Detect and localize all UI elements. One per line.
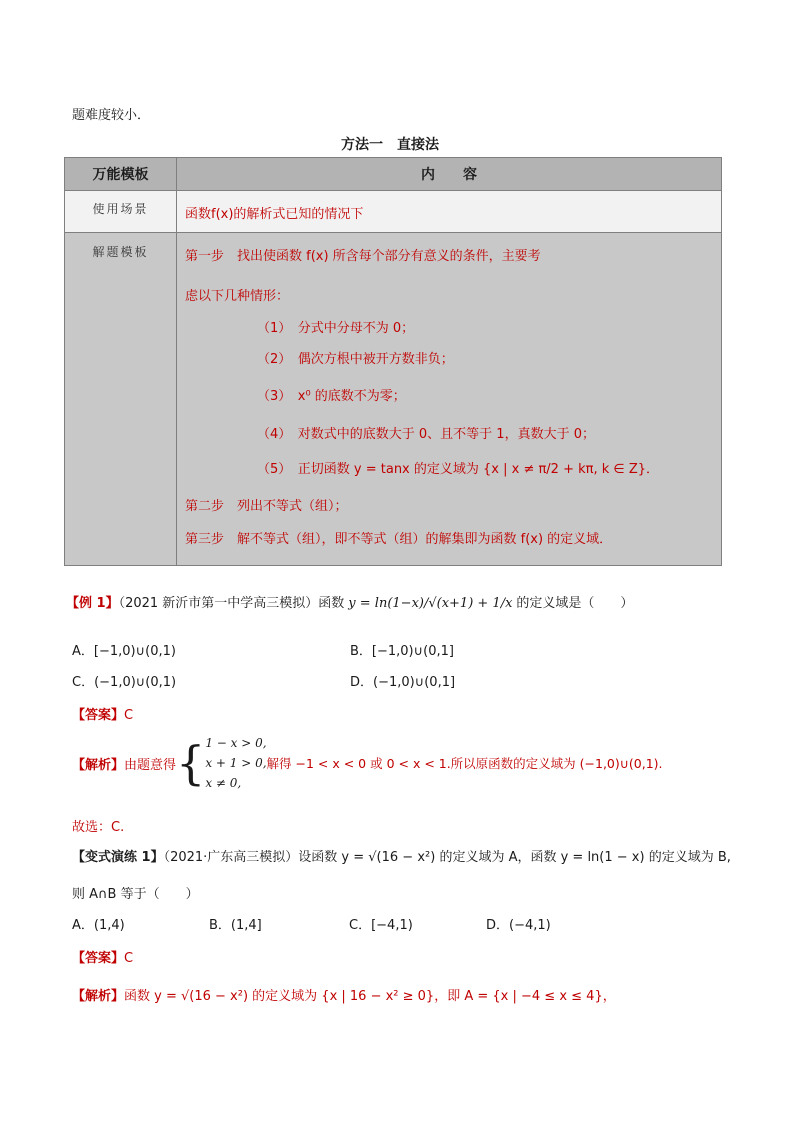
variant-analysis-text: 函数 y = √(16 − x²) 的定义域为 {x | 16 − x² ≥ 0}，即 A = {x | −4 ≤ x ≤ 4}，: [124, 989, 616, 1004]
system-eq-2: x + 1 > 0,: [205, 756, 267, 770]
example-formula: y = ln(1−x)/√(x+1) + 1/x: [348, 596, 513, 611]
step-3: 第三步 解不等式（组），即不等式（组）的解集即为函数 f(x) 的定义域．: [185, 532, 613, 547]
analysis-post: 解得 −1 < x < 0 或 0 < x < 1.所以原函数的定义域为 (−1,0)∪(0,1).: [266, 756, 663, 771]
analysis-tag: 【解析】: [72, 757, 125, 773]
template-table: [64, 157, 722, 566]
example-source: （2021 新沂市第一中学高三模拟）函数: [118, 596, 345, 611]
case-4: （4） 对数式中的底数大于 0、且不等于 1，真数大于 0；: [257, 427, 595, 442]
system-brace: {: [176, 736, 206, 790]
variant-line2: 则 A∩B 等于（ ）: [72, 887, 199, 902]
answer-tag: 【答案】: [72, 708, 125, 723]
option-c: C．(−1,0)∪(0,1): [72, 675, 177, 690]
variant-line1: [72, 846, 731, 865]
row1-content: 函数f(x)的解析式已知的情况下: [185, 207, 364, 222]
system-eq-3: x ≠ 0,: [205, 776, 242, 790]
option-a: A．[−1,0)∪(0,1): [72, 644, 176, 659]
step-2: 第二步 列出不等式（组）；: [185, 499, 348, 514]
example1-question: [66, 592, 633, 611]
case-3: （3） x⁰ 的底数不为零；: [257, 389, 406, 404]
answer-value: C: [124, 708, 134, 723]
step1-line1: 第一步 找出使函数 f(x) 所含每个部分有意义的条件，主要考: [185, 249, 541, 264]
variant-option-c: C．[−4,1): [349, 918, 413, 933]
case-2: （2） 偶次方根中被开方数非负；: [257, 352, 454, 367]
example-tag: 【例 1】: [66, 596, 119, 611]
variant-answer-value: C: [124, 951, 134, 966]
variant-analysis-tag: 【解析】: [72, 989, 125, 1004]
variant-option-a: A．(1,4): [72, 918, 125, 933]
variant-option-d: D．(−4,1): [486, 918, 551, 933]
variant-text1: （2021·广东高三模拟）设函数 y = √(16 − x²) 的定义域为 A，函数 y = ln(1 − x) 的定义域为 B,: [163, 850, 731, 865]
row1-label: 使用场景: [92, 202, 149, 216]
example-answer: [72, 704, 133, 723]
example-conclusion: 故选：C.: [72, 820, 125, 835]
option-b: B．[−1,0)∪(0,1]: [350, 644, 454, 659]
step1-line2: 虑以下几种情形：: [185, 289, 290, 304]
col1-header: 万能模板: [65, 158, 177, 191]
col2-header: 内 容: [177, 158, 722, 191]
option-d: D．(−1,0)∪(0,1]: [350, 675, 456, 690]
system-eq-1: 1 − x > 0,: [205, 736, 267, 750]
variant-answer-tag: 【答案】: [72, 951, 125, 966]
analysis-pre: 由题意得: [124, 757, 177, 773]
variant-tag: 【变式演练 1】: [72, 850, 164, 865]
method-title: 方法一 直接法: [341, 137, 439, 153]
example-analysis: [72, 733, 663, 793]
variant-answer: [72, 947, 133, 966]
row2-label: 解题模板: [92, 245, 149, 259]
variant-option-b: B．(1,4]: [209, 918, 262, 933]
intro-line: 题难度较小．: [72, 108, 151, 123]
variant-analysis: [72, 985, 616, 1004]
case-1: （1） 分式中分母不为 0；: [257, 321, 415, 336]
case-5: （5） 正切函数 y = tanx 的定义域为 {x | x ≠ π/2 + kπ, k ∈ Z}．: [257, 462, 660, 477]
example-tail: 的定义域是（ ）: [516, 596, 634, 611]
